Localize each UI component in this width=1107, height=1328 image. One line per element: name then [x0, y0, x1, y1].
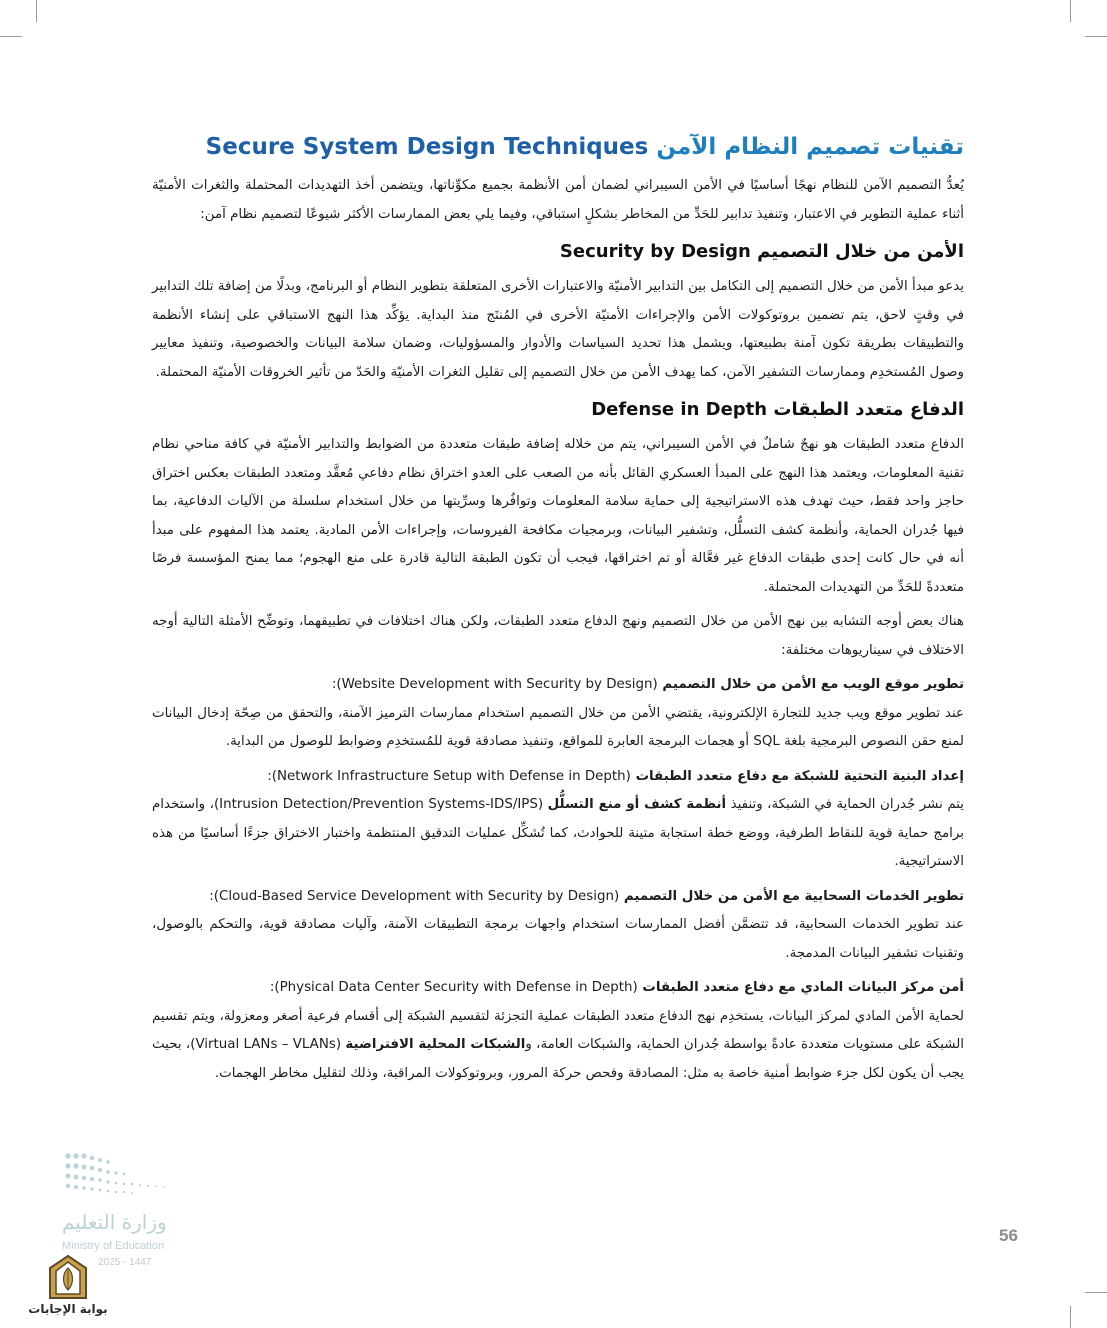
- example-body-text: ، واستخدام برامج حماية قوية للنقاط الطرفية، ووضع خطة استجابة متينة للحوادث، كما تُشكِّل عمليات التدقيق المنتظمة واختبار الاختراق جزءًا أساسيًا من هذه الاستراتيجية.: [152, 797, 964, 869]
- section-heading-security-by-design: [152, 237, 964, 267]
- page-content: [152, 130, 964, 1094]
- answers-portal-logo: [28, 1252, 108, 1322]
- example-title-arabic: تطوير الخدمات السحابية مع الأمن من خلال التصميم: [623, 888, 964, 904]
- crop-mark-bottom-right-v: [1070, 1306, 1071, 1328]
- example-network-infrastructure: [152, 763, 964, 877]
- section-heading-arabic: الأمن من خلال التصميم: [757, 241, 964, 262]
- ministry-year: 2025 - 1447: [98, 1257, 152, 1268]
- page-title: [152, 130, 964, 164]
- portal-emblem-icon: [46, 1254, 90, 1302]
- example-body: [152, 1003, 964, 1089]
- crop-mark-top-left-h: [0, 36, 22, 37]
- page-title-arabic: تقنيات تصميم النظام الآمن: [656, 134, 964, 160]
- example-body: [152, 791, 964, 877]
- example-title: [152, 763, 964, 792]
- crop-mark-top-right-v: [1070, 0, 1071, 22]
- section-heading-arabic: الدفاع متعدد الطبقات: [773, 399, 964, 420]
- example-title-english: (Network Infrastructure Setup with Defense in Depth):: [267, 768, 631, 784]
- example-title: [152, 883, 964, 912]
- example-body-text: ، بحيث يجب أن يكون لكل جزء ضوابط أمنية خاصة به مثل: المصادقة وفحص حركة المرور، وبروتوكولات المراقبة، وذلك لتقليل مخاطر الهجمات.: [152, 1037, 964, 1081]
- example-title-english: (Physical Data Center Security with Defense in Depth):: [269, 980, 638, 995]
- example-website-development: [152, 671, 964, 757]
- example-body-text: يتم نشر جُدران الحماية في الشبكة، وتنفيذ: [726, 797, 964, 812]
- example-body-term-english: (Intrusion Detection/Prevention Systems-IDS/IPS): [213, 797, 548, 812]
- page-number: 56: [999, 1226, 1018, 1245]
- ministry-name-english: Ministry of Education: [62, 1240, 165, 1252]
- example-cloud-service: [152, 883, 964, 969]
- example-title: [152, 671, 964, 700]
- example-body-term: أنظمة كشف أو منع التسلُّل: [547, 797, 727, 812]
- portal-label: بوابة الإجابات: [28, 1302, 108, 1316]
- example-body: عند تطوير موقع ويب جديد للتجارة الإلكترونية، يقتضي الأمن من خلال التصميم استخدام ممارسات الترميز الآمنة، والتحقق من صِحّة إدخال البيانات لمنع حقن النصوص البرمجية بلغة SQL أو هجمات البرمجة العابرة للمواقع، وتنفيذ مصادقة قوية للمُستخدِم وضوابط للوصول من البداية.: [152, 705, 964, 749]
- example-title-english: (Website Development with Security by Design):: [331, 677, 658, 692]
- example-title-arabic: تطوير موقع الويب مع الأمن من خلال التصميم: [662, 677, 964, 692]
- section-heading-defense-in-depth: [152, 395, 964, 425]
- security-by-design-paragraph: يدعو مبدأ الأمن من خلال التصميم إلى التكامل بين التدابير الأمنيّة والاعتبارات الأخرى المتعلقة بتطوير النظام أو البرنامج، وبدلًا من إضافة تلك التدابير في وقتٍ لاحق، يتم تضمين بروتوكولات الأمن والإجراءات الأمنيّة الأخرى في المُنتَج منذ البداية. يؤكِّد هذا النهج الاستباقي على إنشاء الأنظمة والتطبيقات بطريقة تكون آمنة بطبيعتها، ويشمل هذا تحديد السياسات والأدوار والمسؤوليات، وضمان سلامة البيانات والخصوصية، وتنفيذ معايير وصول المُستخدِم وممارسات التشفير الآمن، كما يهدف الأمن من خلال التصميم إلى تقليل الثغرات الأمنيّة والحَدّ من تأثير الخروقات الأمنيّة المحتملة.: [152, 279, 964, 380]
- page-title-english: Secure System Design Techniques: [205, 134, 649, 160]
- ministry-dots-icon: [62, 1150, 202, 1196]
- example-title-english: (Cloud-Based Service Development with Security by Design):: [209, 888, 620, 904]
- ministry-name-arabic: وزارة التعليم: [62, 1210, 167, 1234]
- example-body: عند تطوير الخدمات السحابية، قد تتضمَّن أفضل الممارسات استخدام واجهات برمجة التطبيقات الآمنة، وآليات مصادقة قوية، والتحكم بالوصول، وتقنيات تشفير البيانات المدمجة.: [152, 917, 964, 961]
- example-body-term: الشبكات المحلية الافتراضية: [345, 1037, 526, 1052]
- crop-mark-top-right-h: [1085, 36, 1107, 37]
- example-title-arabic: أمن مركز البيانات المادي مع دفاع متعدد الطبقات: [642, 980, 964, 995]
- example-title: [152, 974, 964, 1003]
- intro-paragraph: يُعدُّ التصميم الآمن للنظام نهجًا أساسيًا في الأمن السيبراني لضمان أمن الأنظمة بجميع مكوِّناتها، ويتضمن أخذ التهديدات المحتملة والثغرات الأمنيّة أثناء عملية التطوير في الاعتبار، وتنفيذ تدابير للحَدِّ من المخاطر بشكلٍ استباقي، وفيما يلي بعض الممارسات الأكثر شيوعًا لتصميم نظام آمن:: [152, 178, 964, 222]
- example-body-text: لحماية الأمن المادي لمركز البيانات، يستخدِم نهج الدفاع متعدد الطبقات عملية التجزئة لتقسيم الشبكة إلى أقسام فرعية أصغر ومعزولة، ويتم تقسيم الشبكة على مستويات متعددة عادةً بواسطة جُدران الحماية، والشبكات العامة، و: [152, 1008, 964, 1052]
- example-body-term-english: (Virtual LANs – VLANs): [190, 1037, 346, 1052]
- example-physical-data-center: [152, 974, 964, 1088]
- crop-mark-top-left-v: [36, 0, 37, 22]
- section-heading-english: Defense in Depth: [591, 399, 768, 420]
- section-heading-english: Security by Design: [559, 241, 751, 262]
- comparison-paragraph: هناك بعض أوجه التشابه بين نهج الأمن من خلال التصميم ونهج الدفاع متعدد الطبقات، ولكن هناك اختلافات في تطبيقهما، وتوضِّح الأمثلة التالية أوجه الاختلاف في سيناريوهات مختلفة:: [152, 614, 964, 658]
- crop-mark-bottom-right-h: [1085, 1292, 1107, 1293]
- defense-in-depth-paragraph: الدفاع متعدد الطبقات هو نهجٌ شاملٌ في الأمن السيبراني، يتم من خلاله إضافة طبقات متعددة من الضوابط والتدابير الأمنيّة في كافة مناحي نظام تقنية المعلومات، ويعتمد هذا النهج على المبدأ العسكري القائل بأنه من الصعب على العدو اختراق نظام دفاعي مُعقَّد ومتعدد الطبقات بعكس اختراق حاجز واحد فقط، حيث تهدف هذه الاستراتيجية إلى حماية سلامة المعلومات وتوافُرها وسرِّيتها من خلال استخدام سلسلة من الآليات الدفاعية، بما فيها جُدران الحماية، وأنظمة كشف التسلُّل، وتشفير البيانات، وبرمجيات مكافحة الفيروسات، وإجراءات الأمن المادية. يعتمد هذا المفهوم على مبدأ أنه في حال كانت إحدى طبقات الدفاع غير فعَّالة أو تم اختراقها، فيجب أن تكون الطبقة التالية قادرة على منع الهجوم؛ مما يمنح المؤسسة فرصًا متعددةً للحَدِّ من التهديدات المحتملة.: [152, 437, 964, 595]
- example-title-arabic: إعداد البنية التحتية للشبكة مع دفاع متعدد الطبقات: [635, 768, 964, 784]
